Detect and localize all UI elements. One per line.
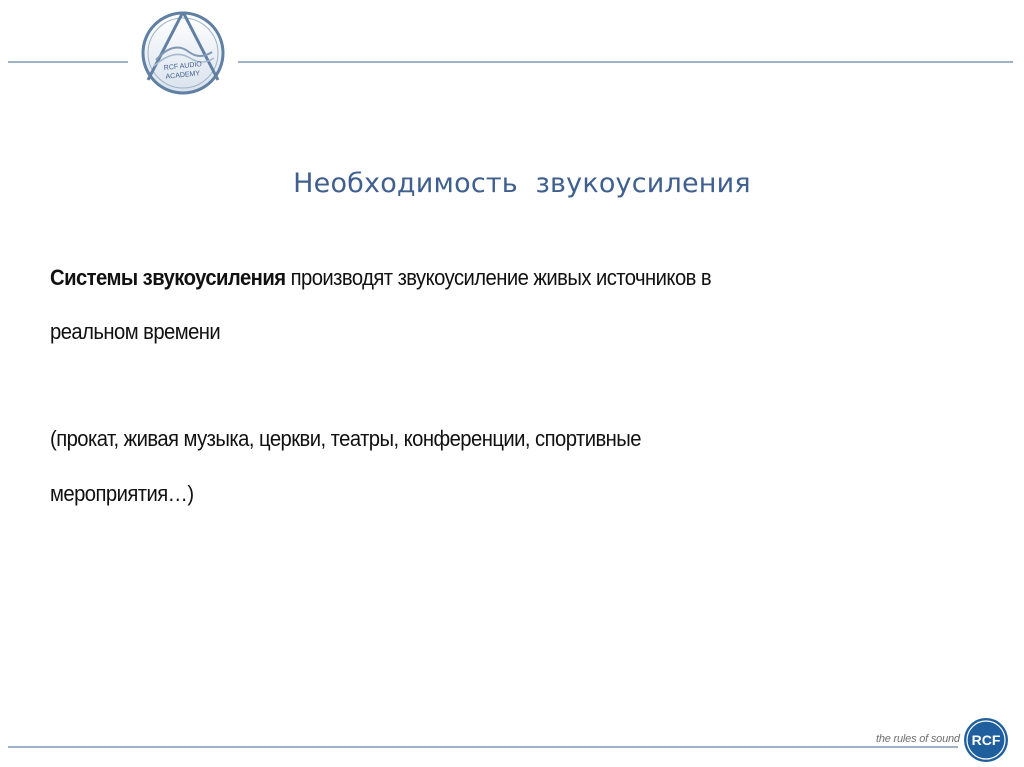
paragraph1-bold-lead: Системы звукоусиления bbox=[50, 265, 286, 290]
logo-text-line1: RCF AUDIO bbox=[163, 61, 203, 72]
rcf-brand-text: RCF bbox=[971, 732, 1001, 748]
footer-rule bbox=[8, 746, 958, 748]
slide-title: Необходимость звукоусиления bbox=[293, 168, 751, 199]
paragraph2-line1: (прокат, живая музыка, церкви, театры, конференции, спортивные bbox=[50, 426, 641, 451]
logo-text-line2: ACADEMY bbox=[165, 70, 201, 81]
paragraph2-line2: мероприятия…) bbox=[50, 481, 194, 506]
paragraph1-line2: реальном времени bbox=[50, 319, 221, 344]
paragraph1-line1 bbox=[50, 265, 878, 291]
rcf-brand-badge-icon bbox=[963, 717, 1009, 763]
rcf-audio-academy-logo-icon bbox=[134, 6, 232, 96]
header-rule-left bbox=[8, 61, 128, 63]
footer-tagline: the rules of sound bbox=[876, 733, 960, 745]
paragraph1-rest: производят звукоусиление живых источников в bbox=[285, 265, 712, 290]
header-rule-right bbox=[238, 61, 1013, 63]
